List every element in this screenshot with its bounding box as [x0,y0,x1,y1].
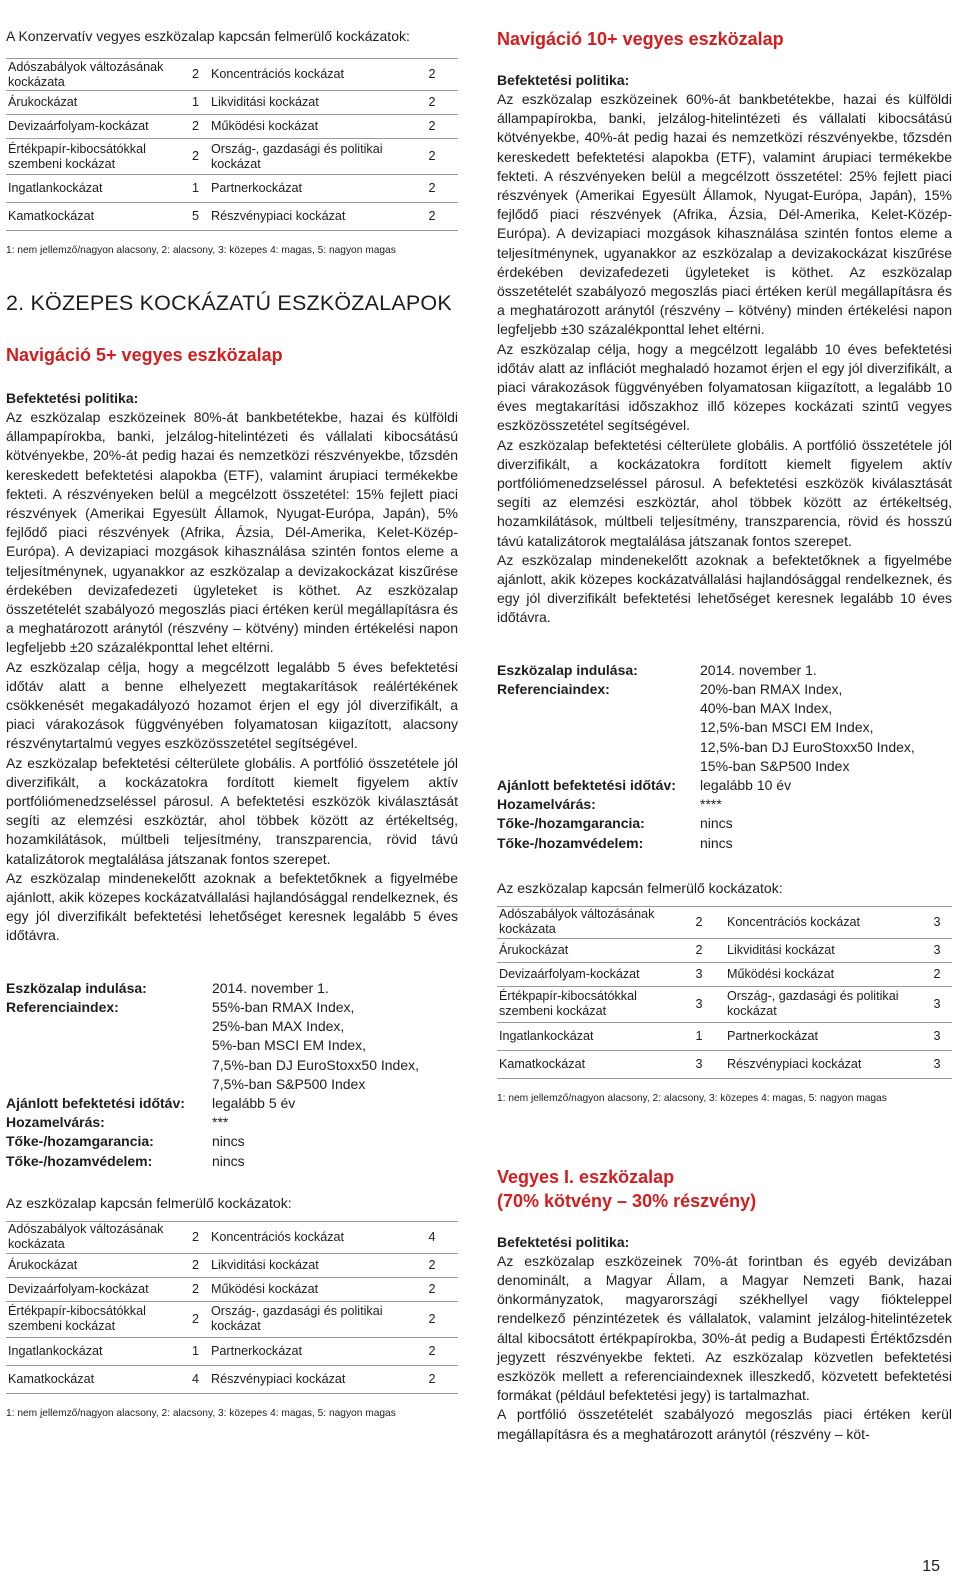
fact-label: Hozamelvárás: [497,796,596,813]
fact-row [6,998,458,1094]
fact-value: 2014. november 1. [212,979,329,996]
table-row: Kamatkockázat 4 Részvénypiaci kockázat 2 [6,1365,458,1393]
policy-paragraph: Az eszközalap célja, hogy a megcélzott legalább 10 éves befektetési időtáv alatt az inflációt meghaladó hozamot érjen el egy jól diverzifikált, a piaci várakozások függvényében folyamatosan kiigazított, a legalább 10 éves megtakarítási időszakhoz illő közepes kockázati szintű vegyes eszközösszetétel segítségével. [497,340,952,434]
table-row: Kamatkockázat 5 Részvénypiaci kockázat 2 [6,203,458,231]
policy-paragraph: A portfólió összetételét szabályozó megoszlás piaci értéken kerül megállapításra és a meghatározott aránytól (részvény – köt- [497,1406,952,1442]
fact-row [6,1113,458,1132]
table-row: Adószabályok változásának kockázata 2 Koncentrációs kockázat 2 [6,59,458,91]
table-row: Kamatkockázat 3 Részvénypiaci kockázat 3 [497,1050,952,1078]
table-row: Értékpapír-kibocsátókkal szembeni kockázat 2 Ország-, gazdasági és politikai kockázat 2 [6,139,458,175]
table-row: Devizaárfolyam-kockázat 2 Működési kockázat 2 [6,1277,458,1301]
fact-row [497,795,952,814]
fact-label: Referenciaindex: [6,998,119,1015]
fact-label: Tőke-/hozamgarancia: [6,1133,154,1150]
risk-legend: 1: nem jellemző/nagyon alacsony, 2: alacsony, 3: közepes 4: magas, 5: nagyon magas [6,245,396,256]
policy-paragraph: Az eszközalap befektetési célterülete globális. A portfólió összetétele jól diverzifikált, a kockázatokra fordított kiemelt figyelem aktív portfóliómenedzseléssel párosul. A befektetési eszközök kiválasztását segíti az elemzési eszköztár, ahol többek között az értékeltség, hozamkilátások, múltbeli teljesítmény, transzparencia, rövid távú katalizátorok megtalálása játszanak fontos szerepet. [6,754,458,867]
right-column [497,0,952,1444]
fact-label: Referenciaindex: [497,680,610,697]
policy-paragraph: Az eszközalap befektetési célterülete globális. A portfólió összetétele jól diverzifikált, a kockázatokra fordított kiemelt figyelem aktív portfóliómenedzseléssel párosul. A befektetési eszközök kiválasztását segíti az elemzési eszköztár, ahol többek között az értékeltség, hozamkilátások, múltbeli teljesítmény, transzparencia, rövid és hosszú távú katalizátorok megtalálása játszanak fontos szerepet. [497,436,952,549]
fund-title-navigacio-5: Navigáció 5+ vegyes eszközalap [6,345,283,365]
risk-table-title: Az eszközalap kapcsán felmerülő kockázatok: [497,879,783,896]
policy-paragraph: Az eszközalap eszközeinek 80%-át bankbetétekbe, hazai és külföldi állampapírokba, banki, jelzálog-hitelintézeti és vállalati kibocsátású kötvényekbe, 20%-át pedig hazai és nemzetközi részvényekbe, tőzsdén kereskedett befektetési alapokba (ETF), valamint árupiaci termékekbe fekteti. A részvényeken belül a megcélzott összetétel: 15% fejlett piaci részvények (Amerikai Egyesült Államok, Nyugat-Európa, Japán), 5% fejlődő piaci részvények (Afrika, Ázsia, Dél-Amerika, Kelet-Közép-Európa). A devizapiaci mozgások kihasználása szintén fontos eleme a teljesítménynek, ugyanakkor az eszközalap a devizakockázat kiszűrése érdekében devizafedezeti ügyleteket is köthet. Az eszközalap összetételét szabályozó megoszlás piaci értéken kerül megállapításra és a meghatározott aránytól (részvény – kötvény) minden értékelési napon legfeljebb ±20 százalékponttal lehet eltérni. [6,409,458,656]
fact-row [6,1152,458,1171]
fact-value: **** [700,796,722,813]
fact-value: 20%-ban RMAX Index, 40%-ban MAX Index, 12,5%-ban MSCI EM Index, 12,5%-ban DJ EuroStoxx50 Index, 15%-ban S&P500 Index [700,680,915,774]
table-row: Értékpapír-kibocsátókkal szembeni kockázat 2 Ország-, gazdasági és politikai kockázat 2 [6,1301,458,1337]
fact-value: nincs [212,1133,245,1150]
risk-table-title: Az eszközalap kapcsán felmerülő kockázatok: [6,1194,292,1211]
table-row: Árukockázat 2 Likviditási kockázat 3 [497,938,952,962]
policy-label: Befektetési politika: [497,72,630,88]
policy-label: Befektetési politika: [6,390,139,406]
fact-value: legalább 5 év [212,1094,296,1111]
fact-value: nincs [212,1152,245,1169]
table-row: Devizaárfolyam-kockázat 3 Működési kockázat 2 [497,962,952,986]
fact-value: *** [212,1114,229,1131]
risk-legend: 1: nem jellemző/nagyon alacsony, 2: alacsony, 3: közepes 4: magas, 5: nagyon magas [497,1092,887,1104]
policy-paragraph: Az eszközalap mindenekelőtt azoknak a befektetőknek a figyelmébe ajánlott, akik közepes kockázatvállalási hajlandósággal rendelkeznek, és egy jól diverzifikált befektetési lehetőséget keresnek legalább 5 éves időtávra. [6,869,458,944]
left-column [6,0,458,1420]
fact-label: Eszközalap indulása: [497,661,638,678]
fact-label: Tőke-/hozamgarancia: [497,815,645,832]
policy-paragraph: Az eszközalap eszközeinek 70%-át forintban és egyéb devizában denominált, a Magyar Állam, a Magyar Nemzeti Bank, hazai önkormányzatok, magyarországi székhellyel vagy fiókteleppel rendelkező pénzintézetek és vállalatok, valamint jelzálog-hitelintézetek által kibocsátott értékpapírokba, 30%-át pedig a Budapesti Értéktőzsdén jegyzett részvényekbe fekteti. Az eszközalap közvetlen befektetési eszközök mellett a referenciaindexnek illeszkedő, közvetett befektetési formákat (például befektetési jegy) is tartalmazhat. [497,1252,952,1404]
table-row: Adószabályok változásának kockázata 2 Koncentrációs kockázat 4 [6,1221,458,1253]
fact-row [6,1094,458,1113]
fact-value: legalább 10 év [700,776,792,793]
policy-paragraph: Az eszközalap eszközeinek 60%-át bankbetétekbe, hazai és külföldi állampapírokba, banki, jelzálog-hitelintézeti és vállalati kibocsátású kötvényekbe, 40%-át pedig hazai és nemzetközi részvényekbe, tőzsdén kereskedett befektetési alapokba (ETF), valamint árupiaci termékekbe fekteti. A részvényeken belül a megcélzott összetétel: 25% fejlett piaci részvények (Amerikai Egyesült Államok, Nyugat-Európa, Japán), 15% fejlődő piaci részvények (Afrika, Ázsia, Dél-Amerika, Kelet-Közép-Európa). A devizapiaci mozgások kihasználása szintén fontos eleme a teljesítménynek, ugyanakkor az eszközalap a devizakockázat kiszűrése érdekében devizafedezeti ügyleteket is köthet. Az eszközalap összetételét szabályozó megoszlás piaci értéken kerül megállapításra és a meghatározott aránytól (részvény – kötvény) minden értékelési napon legfeljebb ±30 százalékponttal lehet eltérni. [497,91,952,338]
table-row: Árukockázat 1 Likviditási kockázat 2 [6,91,458,115]
fact-label: Tőke-/hozamvédelem: [6,1152,153,1169]
risk-table-navigacio-5 [6,1221,458,1394]
fact-label: Ajánlott befektetési időtáv: [497,776,676,793]
table-row: Devizaárfolyam-kockázat 2 Működési kockázat 2 [6,115,458,139]
fact-label: Tőke-/hozamvédelem: [497,834,644,851]
policy-label: Befektetési politika: [497,1233,630,1250]
risk-legend: 1: nem jellemző/nagyon alacsony, 2: alacsony, 3: közepes 4: magas, 5: nagyon magas [6,1407,396,1419]
fact-row [497,814,952,833]
fund-facts [6,979,458,1171]
risk-table-navigacio-10 [497,906,952,1079]
policy-paragraph: Az eszközalap mindenekelőtt azoknak a befektetőknek a figyelmébe ajánlott, akik közepes kockázatvállalási hajlandósággal rendelkeznek, és egy jól diverzifikált befektetési lehetőséget keresnek legalább 10 éves időtávra. [497,551,952,626]
conservative-risk-table [6,58,458,231]
section-heading: 2. KÖZEPES KOCKÁZATÚ ESZKÖZALAPOK [6,291,452,315]
fact-label: Hozamelvárás: [6,1114,105,1131]
fact-row [497,680,952,776]
table-row: Adószabályok változásának kockázata 2 Koncentrációs kockázat 3 [497,906,952,938]
fact-label: Ajánlott befektetési időtáv: [6,1094,185,1111]
policy-paragraph: Az eszközalap célja, hogy a megcélzott legalább 5 éves befektetési időtáv alatt a benne elhelyezett megtakarítások reálértékének csökkenését megakadályozó hozamot érjen el egy jól diverzifikált, a piaci várakozások függvényében folyamatosan kiigazított, alacsony részvénytartalmú vegyes eszközösszetétel segítségével. [6,658,458,752]
fact-value: nincs [700,834,733,851]
fund-title-navigacio-10: Navigáció 10+ vegyes eszközalap [497,29,784,49]
fact-value: nincs [700,815,733,832]
fund-title-vegyes-1: Vegyes I. eszközalap (70% kötvény – 30% részvény) [497,1166,757,1211]
fund-facts [497,661,952,853]
fact-value: 55%-ban RMAX Index, 25%-ban MAX Index, 5%-ban MSCI EM Index, 7,5%-ban DJ EuroStoxx50 Index, 7,5%-ban S&P500 Index [212,998,420,1092]
fact-row [497,661,952,680]
fact-row [497,834,952,853]
fact-label: Eszközalap indulása: [6,979,147,996]
table-row: Árukockázat 2 Likviditási kockázat 2 [6,1253,458,1277]
fact-row [497,776,952,795]
table-row: Értékpapír-kibocsátókkal szembeni kockázat 3 Ország-, gazdasági és politikai kockázat 3 [497,986,952,1022]
page-number: 15 [922,1558,940,1575]
fact-value: 2014. november 1. [700,661,817,678]
fact-row [6,979,458,998]
table-row: Ingatlankockázat 1 Partnerkockázat 2 [6,175,458,203]
table-row: Ingatlankockázat 1 Partnerkockázat 3 [497,1022,952,1050]
conservative-risk-table-title: A Konzervatív vegyes eszközalap kapcsán felmerülő kockázatok: [6,28,410,44]
fact-row [6,1132,458,1151]
table-row: Ingatlankockázat 1 Partnerkockázat 2 [6,1337,458,1365]
